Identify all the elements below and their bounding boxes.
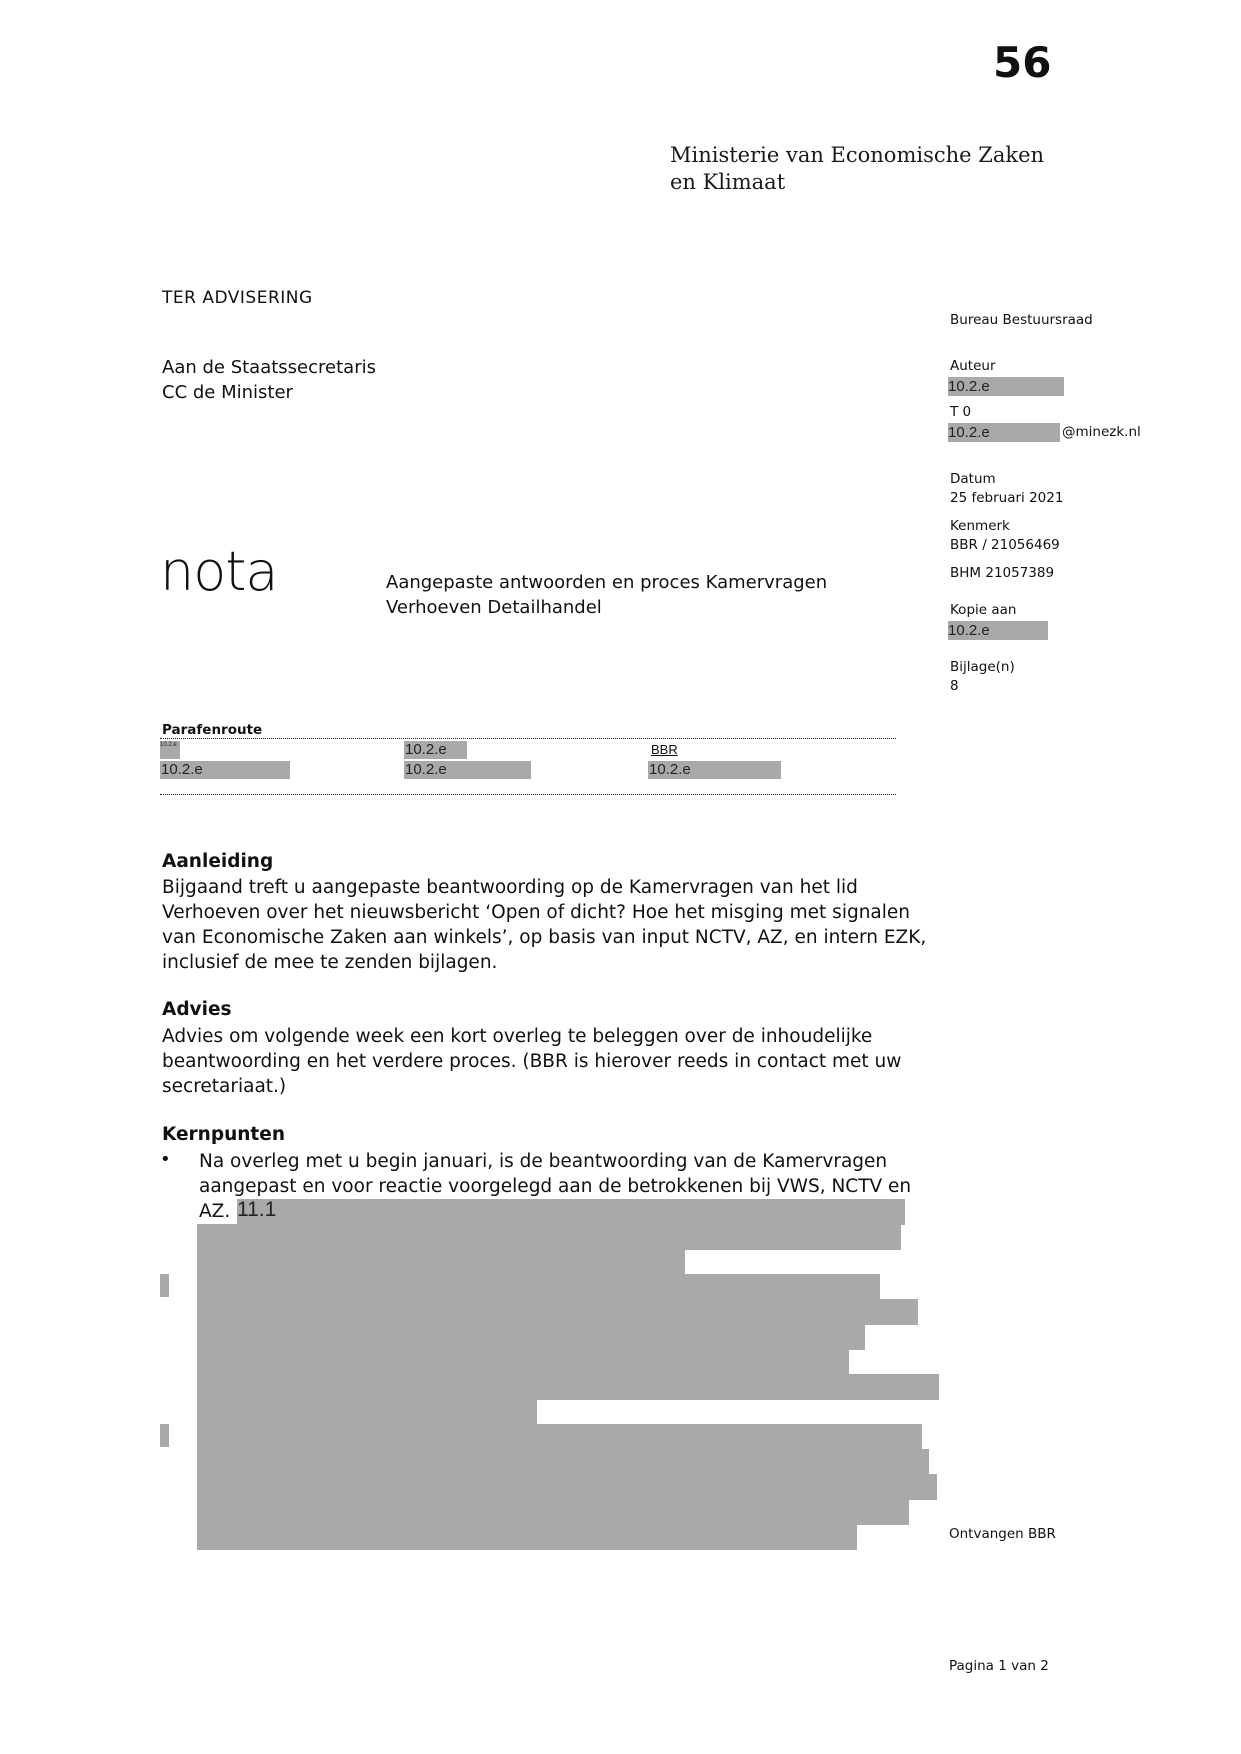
redaction-block-row — [197, 1374, 939, 1400]
redaction-block-row — [197, 1424, 922, 1450]
redaction-block-row — [197, 1474, 937, 1500]
redaction-code: 11.1 — [237, 1199, 905, 1225]
parafenroute-col2-head: 10.2.e — [404, 741, 467, 759]
redaction-block-row — [197, 1324, 865, 1350]
parafenroute-bottom-divider — [160, 794, 896, 795]
advies-heading: Advies — [162, 999, 232, 1020]
redaction-block-row — [197, 1249, 685, 1275]
bullet-last-prefix: AZ. — [199, 1201, 231, 1222]
date-value: 25 februari 2021 — [950, 490, 1064, 506]
redaction-block-row — [197, 1224, 901, 1250]
redaction-block-row — [197, 1524, 857, 1550]
classification: TER ADVISERING — [162, 288, 313, 308]
parafenroute-top-divider — [160, 738, 896, 739]
author-redaction: 10.2.e — [948, 377, 1064, 396]
kernpunten-heading: Kernpunten — [162, 1124, 285, 1145]
subject-line-2: Verhoeven Detailhandel — [386, 597, 602, 618]
ministry-logo-text — [670, 142, 1044, 196]
subject — [386, 570, 906, 620]
phone: T 0 — [950, 404, 972, 420]
parafenroute-small-redaction: 10.2.e — [160, 741, 180, 759]
doc-type: nota — [160, 540, 278, 603]
email-domain: @minezk.nl — [1062, 424, 1141, 440]
author-label: Auteur — [950, 358, 996, 374]
reference-value: BBR / 21056469 — [950, 537, 1060, 553]
aanleiding-line-2: Verhoeven over het nieuwsbericht ‘Open of dicht? Hoe het misging met signalen — [162, 902, 911, 923]
department: Bureau Bestuursraad — [950, 312, 1093, 328]
reference-label: Kenmerk — [950, 518, 1010, 534]
ministry-line-2: en Klimaat — [670, 170, 786, 194]
attachments-label: Bijlage(n) — [950, 659, 1015, 675]
copy-redaction: 10.2.e — [948, 621, 1048, 640]
parafenroute-title: Parafenroute — [162, 722, 263, 738]
aanleiding-line-4: inclusief de mee te zenden bijlagen. — [162, 952, 498, 973]
advies-line-3: secretariaat.) — [162, 1076, 287, 1097]
bullet-line-2: aangepast en voor reactie voorgelegd aan de betrokkenen bij VWS, NCTV en — [199, 1176, 912, 1197]
bhm-number: BHM 21057389 — [950, 565, 1055, 581]
parafenroute-col3-head: BBR — [651, 742, 678, 757]
redaction-block-row — [197, 1349, 849, 1375]
bullet-marker: • — [160, 1149, 171, 1170]
recipient-cc: CC de Minister — [162, 382, 293, 403]
page-number: 56 — [993, 38, 1052, 87]
parafenroute-value-3: 10.2.e — [648, 761, 781, 779]
aanleiding-line-3: van Economische Zaken aan winkels’, op basis van input NCTV, AZ, en intern EZK, — [162, 927, 927, 948]
bullet-line-1: Na overleg met u begin januari, is de beantwoording van de Kamervragen — [199, 1151, 888, 1172]
advies-body — [162, 1024, 952, 1099]
redaction-block-row — [197, 1399, 537, 1425]
parafenroute-value-1: 10.2.e — [160, 761, 290, 779]
advies-line-1: Advies om volgende week een kort overleg te beleggen over de inhoudelijke — [162, 1026, 873, 1047]
aanleiding-line-1: Bijgaand treft u aangepaste beantwoording op de Kamervragen van het lid — [162, 877, 858, 898]
date-label: Datum — [950, 471, 996, 487]
redaction-block-row — [197, 1274, 880, 1300]
copy-label: Kopie aan — [950, 602, 1017, 618]
aanleiding-body — [162, 875, 952, 975]
recipient-to: Aan de Staatssecretaris — [162, 357, 376, 378]
recipients — [162, 355, 376, 405]
advies-line-2: beantwoording en het verdere proces. (BBR is hierover reeds in contact met uw — [162, 1051, 902, 1072]
parafenroute-value-2: 10.2.e — [404, 761, 531, 779]
redaction-block-row — [197, 1449, 929, 1475]
redaction-bullet-mark — [160, 1424, 169, 1447]
redaction-bullet-mark — [160, 1274, 169, 1297]
attachments-value: 8 — [950, 678, 959, 694]
redaction-block-row — [197, 1299, 918, 1325]
ministry-line-1: Ministerie van Economische Zaken — [670, 143, 1045, 167]
redaction-block-row — [197, 1499, 909, 1525]
aanleiding-heading: Aanleiding — [162, 851, 274, 872]
received-stamp: Ontvangen BBR — [949, 1526, 1056, 1542]
page-footer: Pagina 1 van 2 — [949, 1658, 1049, 1674]
subject-line-1: Aangepaste antwoorden en proces Kamervragen — [386, 572, 828, 593]
email-redaction: 10.2.e — [948, 423, 1060, 442]
